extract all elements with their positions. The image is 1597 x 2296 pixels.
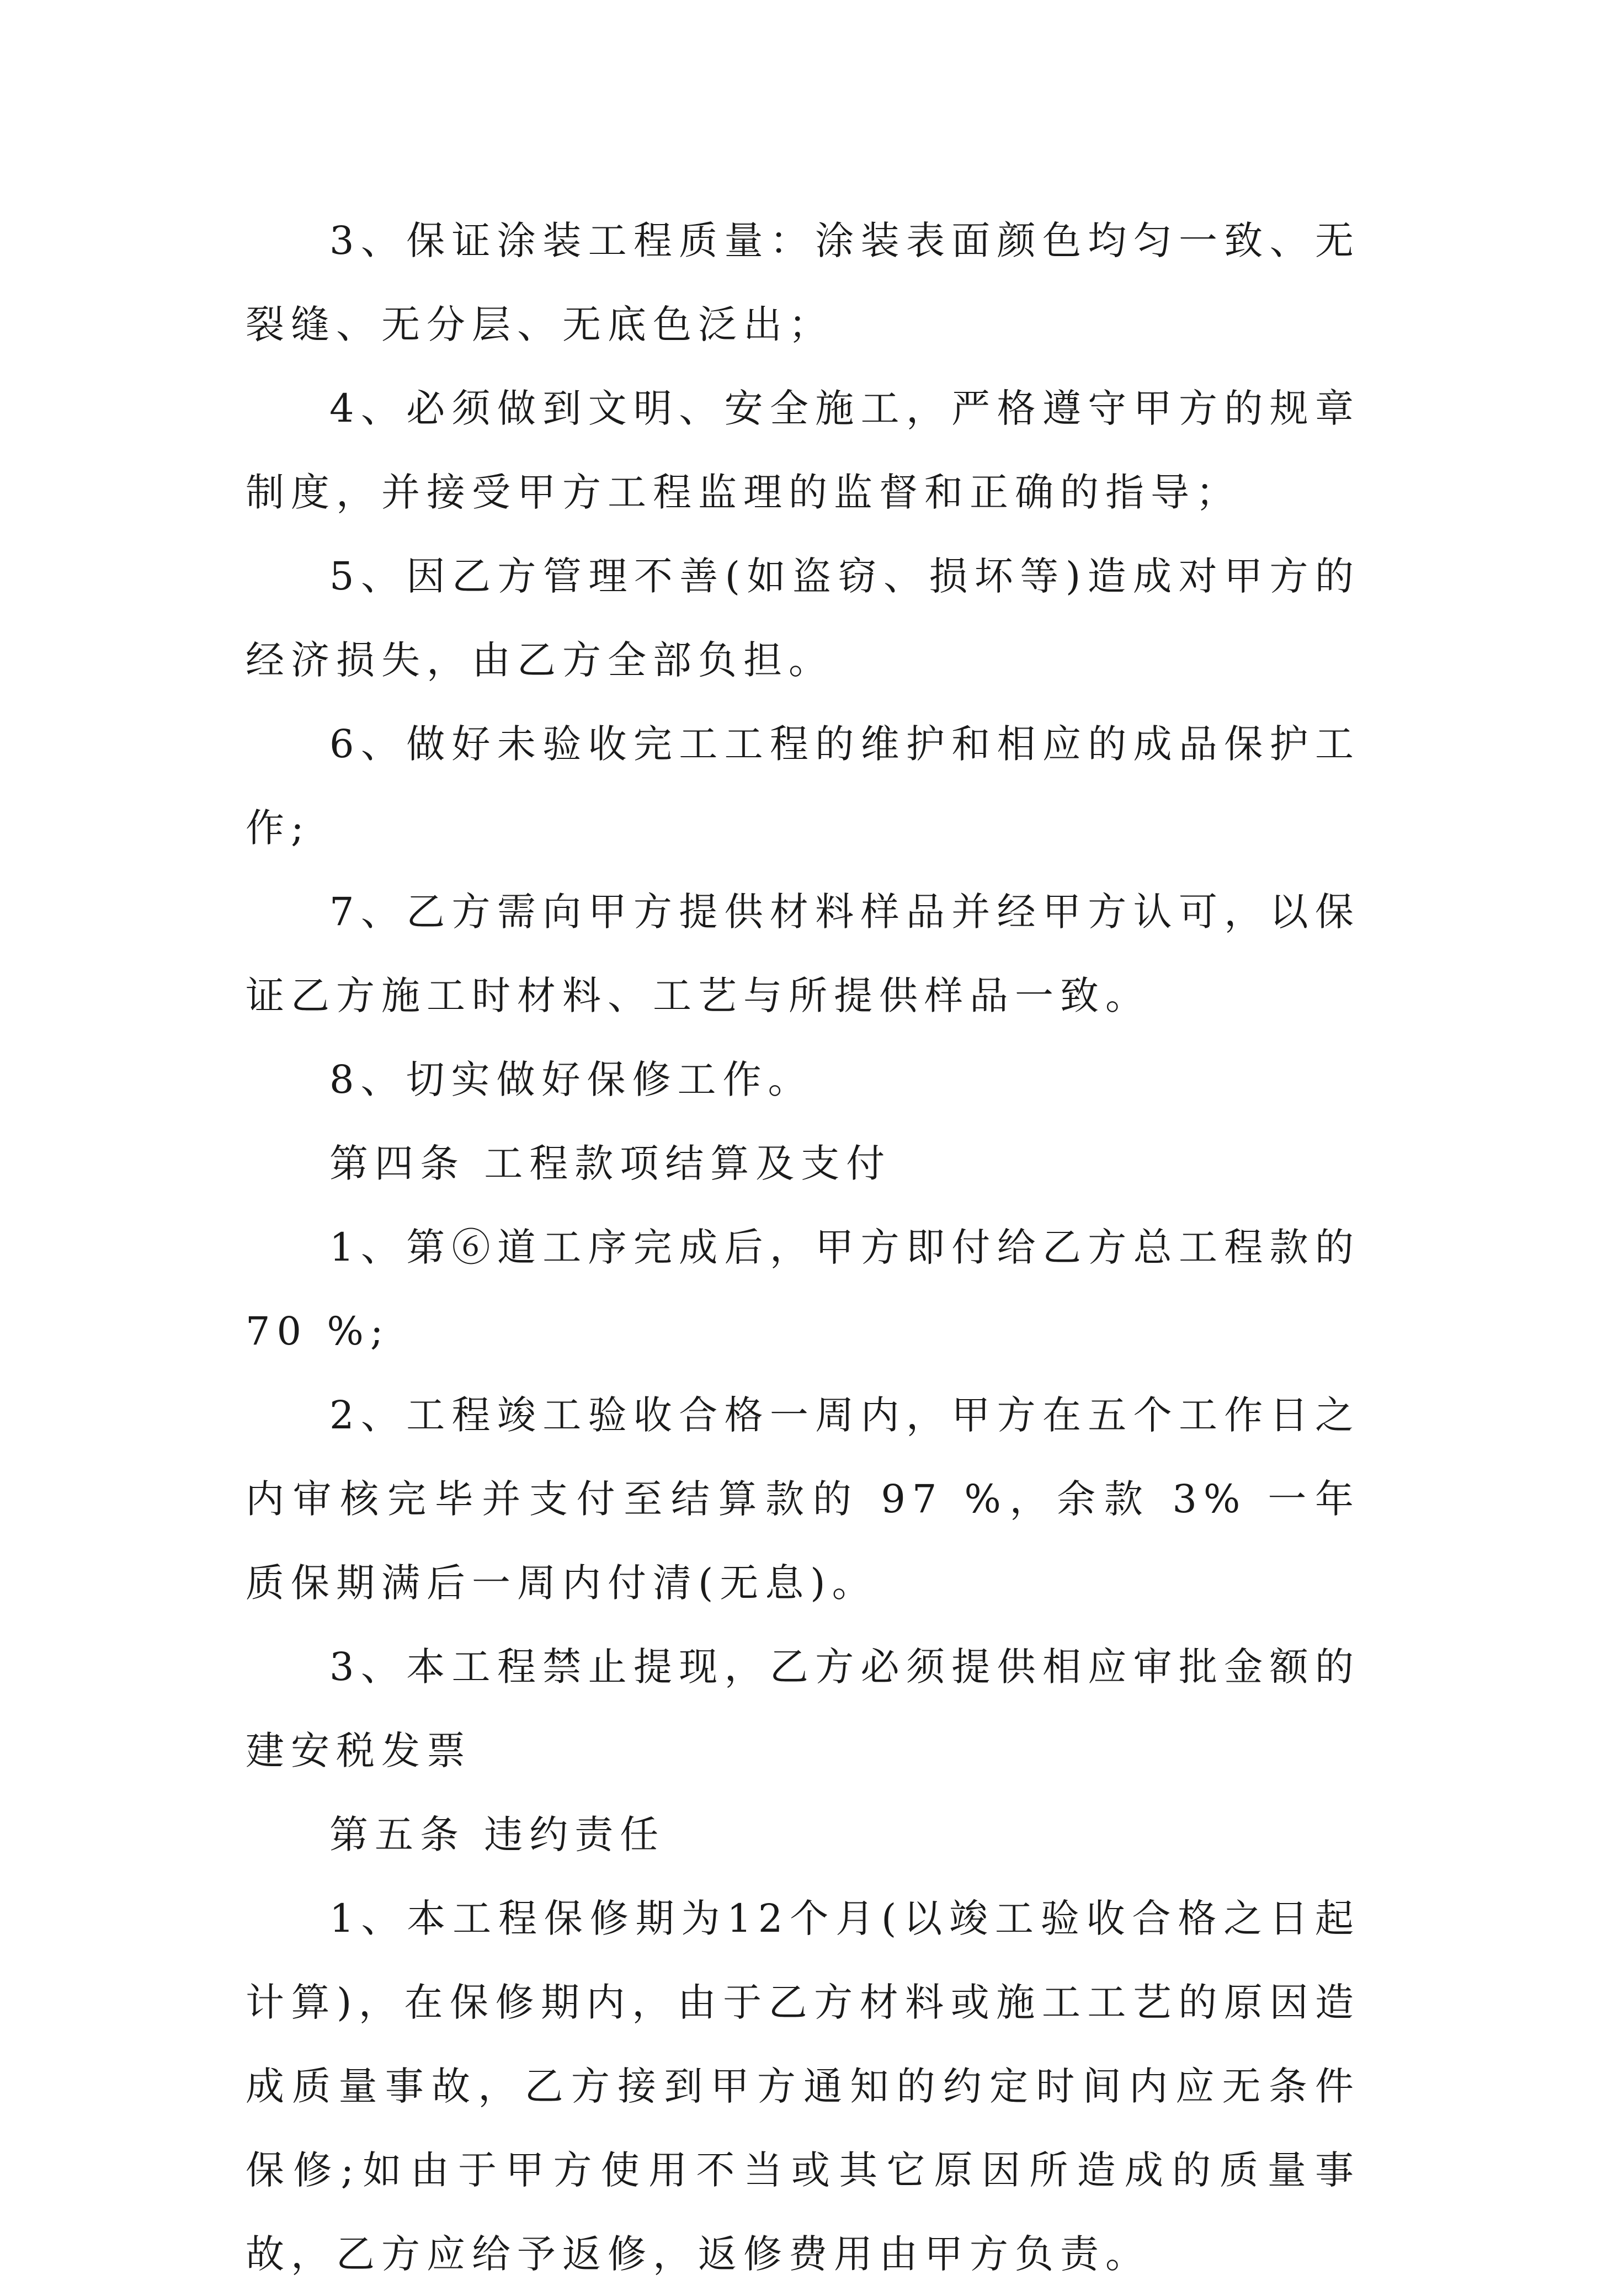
payment-clause-1: 1、第⑥道工序完成后，甲方即付给乙方总工程款的70 %; bbox=[246, 1225, 1360, 1354]
article-5-heading: 第五条 违约责任 bbox=[329, 1812, 666, 1857]
clause-8-warranty-work: 8、切实做好保修工作。 bbox=[329, 1057, 813, 1102]
clause-4-safe-construction: 4、必须做到文明、安全施工，严格遵守甲方的规章制度，并接受甲方工程监理的监督和正确的指导； bbox=[246, 386, 1360, 515]
liability-clause-1: 1、本工程保修期为12个月(以竣工验收合格之日起计算)，在保修期内，由于乙方材料或施工工艺的原因造成质量事故，乙方接到甲方通知的约定时间内应无条件保修;如由于甲方使用不当或其它原因所造成的质量事故，乙方应给予返修，返修费用由甲方负责。 bbox=[246, 1896, 1360, 2277]
clause-3-paint-quality: 3、保证涂装工程质量：涂装表面颜色均匀一致、无裂缝、无分层、无底色泛出； bbox=[246, 218, 1360, 347]
document-body bbox=[246, 199, 1360, 2296]
clause-7-material-samples: 7、乙方需向甲方提供材料样品并经甲方认可，以保证乙方施工时材料、工艺与所提供样品一致。 bbox=[246, 889, 1360, 1018]
clause-5-loss-liability: 5、因乙方管理不善(如盗窃、损坏等)造成对甲方的经济损失，由乙方全部负担。 bbox=[246, 554, 1360, 683]
payment-clause-2: 2、工程竣工验收合格一周内，甲方在五个工作日之内审核完毕并支付至结算款的 97 %，余款 3% 一年质保期满后一周内付清(无息)。 bbox=[246, 1393, 1360, 1606]
clause-6-maintenance: 6、做好未验收完工工程的维护和相应的成品保护工作; bbox=[246, 721, 1360, 851]
article-4-heading: 第四条 工程款项结算及支付 bbox=[329, 1141, 892, 1186]
payment-clause-3: 3、本工程禁止提现，乙方必须提供相应审批金额的建安税发票 bbox=[246, 1644, 1360, 1773]
